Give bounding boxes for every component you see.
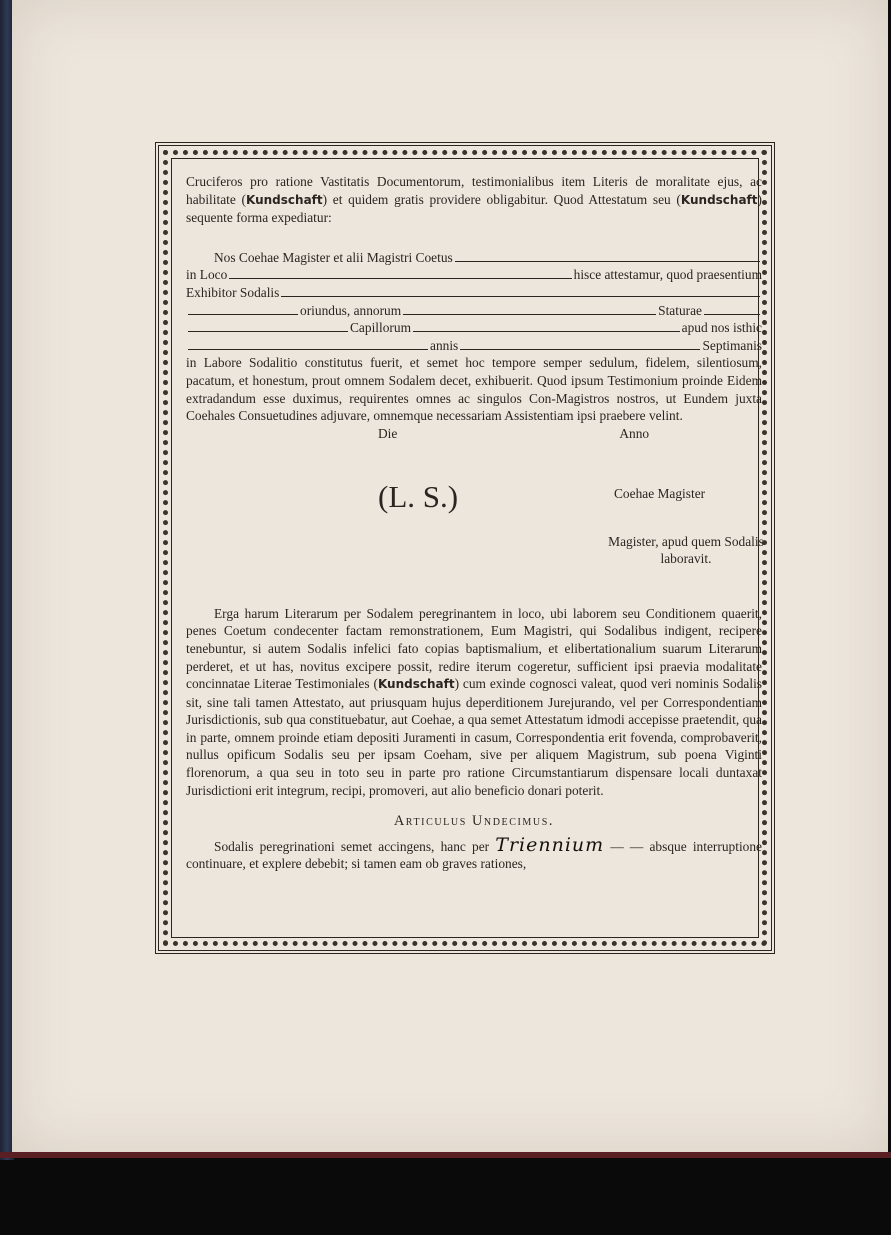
anno-label: Anno (619, 425, 650, 441)
form-line: oriundus, annorum Staturae (186, 302, 762, 320)
blank-line (460, 349, 700, 350)
blank-line (413, 331, 680, 332)
kundschaft-term: Kundschaft (680, 192, 758, 207)
blank-line (455, 261, 760, 262)
blank-line (403, 314, 656, 315)
blank-line (188, 314, 298, 315)
form-line: annis Septimanis (186, 337, 762, 355)
article-paragraph: Sodalis peregrinationi semet accingens, hanc per Triennium — — absque interruptione continuare, et explere debebit; si tamen eam ob graves rationes, (186, 833, 762, 872)
page-bottom-edge (0, 1152, 891, 1158)
form-line: in Loco hisce attestamur, quod praesentium (186, 267, 762, 283)
handwritten-entry: Triennium (495, 833, 605, 856)
signature-block (186, 445, 762, 605)
erga-paragraph: Erga harum Literarum per Sodalem peregrinantem in loco, ubi laborem seu Conditionem quaerit, penes Coetum condecenter factam remonstrationem, Eum Magistri, qui Sodalibus indigent, recipere tenebuntur, si autem Sodalis infelici fato copias baptismalium, et elibertationalium suarum Literarum perderet, et ut has, novitus excipere possit, redire iterum cogeretur, sufficient ipsi praevia modalitate concinnatae Literae Testimoniales (Kundschaft) cum exinde cognosci valeat, quod veri nominis Sodalis sit, sine tali tamen Attestato, aut priusquam hujus deperditionem Jurejurando, vel per Correspondentiam Jurisdictionis, sub qua constituebatur, aut Coehae, a qua semet Attestatum idmodi accepisse praetendit, qua in parte, omnem proinde etiam depositi Juramenti in casum, Correspondentia erit fovenda, comprobaverit, nullus opificum Sodalis seu per ipsam Coeham, sive per aliquem Magistrum, sub poena Viginti florenorum, a qua seu in toto seu in parte pro ratione Circumstantiarum dispensare locali duntaxat Jurisdictioni erit integrum, recipi, promoveri, aut alio beneficio donari poterit. (186, 605, 763, 798)
intro-paragraph: Cruciferos pro ratione Vastitatis Documentorum, testimonialibus item Literis de moralitate ejus, ac habilitate (Kundschaft) et quidem gratis providere obligabitur. Quod Attestatum seu (Kundschaft) sequente forma expediatur: (186, 174, 762, 226)
blank-line (188, 349, 428, 350)
blank-line (229, 278, 571, 279)
form-line: Capillorum apud nos isthic (186, 319, 762, 337)
blank-line (188, 331, 348, 332)
form-line: Exhibitor Sodalis (186, 284, 762, 302)
blank-line (281, 296, 760, 297)
document-text (186, 173, 762, 873)
coehae-magister-label: Coehae Magister (614, 485, 706, 501)
blank-line (704, 314, 760, 315)
kundschaft-term: Kundschaft (377, 677, 455, 692)
die-label: Die (378, 425, 398, 441)
kundschaft-term: Kundschaft (246, 192, 323, 207)
ornamental-border (155, 142, 775, 954)
locus-sigilli: (L. S.) (378, 478, 459, 514)
article-heading: Articulus Undecimus. (393, 813, 555, 830)
magister-label: Magister, apud quem Sodalis laboravit. (608, 533, 764, 567)
attestation-form: Nos Coehae Magister et alii Magistri Coetus in Loco hisce attestamur, quod praesentium Exhibitor Sodalis oriundus, annorum Staturae Capillorum apud nos isthic annis Septimanis in Labore Sodalitio constitutus fuerit, et semet hoc tempore semper sedulum, fidelem, silentiosum, pacatum, et honestum, prout omnem Sodalem decet, exhibuerit. Quod ipsum Testimonium proinde Eidem extradandum esse duximus, requirentes omnes ac singulos Con-Magistros nostros, ut Eundem juxta Coehales Consuetudines adjuvare, omnemque necessariam Assistentiam ipsi praebere velint. (186, 249, 762, 424)
form-line: Nos Coehae Magister et alii Magistri Coetus (186, 249, 762, 267)
date-line (186, 425, 762, 445)
